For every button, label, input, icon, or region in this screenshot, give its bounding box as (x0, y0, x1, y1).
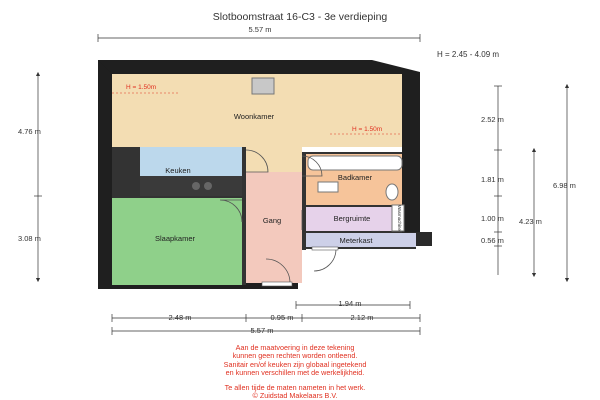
disclaimer-line-4: en kunnen verschillen met de werkelijkheid. (225, 368, 365, 378)
dim-right-4: 0.56 m (481, 236, 504, 245)
dim-right-inner-total: 4.23 m (519, 217, 542, 226)
dim-bottom-total: 5.57 m (250, 326, 274, 335)
room-label-meterkast: Meterkast (339, 236, 373, 245)
disclaimer-line-2: kunnen geen rechten worden ontleend. (232, 351, 358, 361)
bathroom-sink (318, 182, 338, 192)
room-label-badkamer: Badkamer (337, 173, 373, 182)
disclaimer-line-6: Te allen tijde de maten nameten in het werk. (224, 382, 366, 392)
disclaimer-line-7: © Zuidstad Makelaars B.V. (252, 391, 338, 400)
room-label-slaapkamer: Slaapkamer (154, 234, 196, 243)
toilet (386, 184, 398, 200)
room-label-bergruimte: Bergruimte (333, 214, 371, 223)
plan-title: Slotboomstraat 16-C3 - 3e verdieping (212, 11, 388, 23)
room-label-woonkamer: Woonkamer (233, 112, 275, 121)
woonkamer-extension (246, 147, 302, 172)
dim-left-lower: 3.08 m (18, 234, 41, 243)
dim-right-total: 6.98 m (553, 181, 576, 190)
kitchen-counter-bottom (140, 176, 242, 196)
room-label-keuken: Keuken (165, 166, 191, 175)
room-label-gang: Gang (262, 216, 282, 225)
dim-right-3: 1.00 m (481, 214, 504, 223)
dim-top-width: 5.57 m (248, 25, 272, 34)
dim-right-1: 2.52 m (481, 115, 504, 124)
kitchen-counter (112, 147, 140, 196)
skylight (252, 78, 274, 94)
height-marker-left: H = 1.50m (126, 84, 157, 91)
dim-left-upper: 4.76 m (18, 127, 41, 136)
height-marker-right: H = 1.50m (352, 126, 383, 133)
dim-bottom-3: 2.12 m (350, 313, 374, 322)
disclaimer (120, 344, 470, 400)
gang-area (246, 172, 302, 283)
dim-right-2: 1.81 m (481, 175, 504, 184)
dim-bottom-right-upper: 1.94 m (338, 299, 362, 308)
wasmachine-label: Wasmachine (397, 205, 402, 231)
bathtub (308, 156, 402, 170)
disclaimer-line-3: Sanitair en/of keuken zijn globaal ingetekend (223, 359, 367, 369)
ceiling-height-note: H = 2.45 - 4.09 m (437, 50, 500, 59)
dim-bottom-1: 2.48 m (168, 313, 192, 322)
disclaimer-line-1: Aan de maatvoering in deze tekening (235, 343, 355, 352)
dim-bottom-2: 0.95 m (270, 313, 294, 322)
